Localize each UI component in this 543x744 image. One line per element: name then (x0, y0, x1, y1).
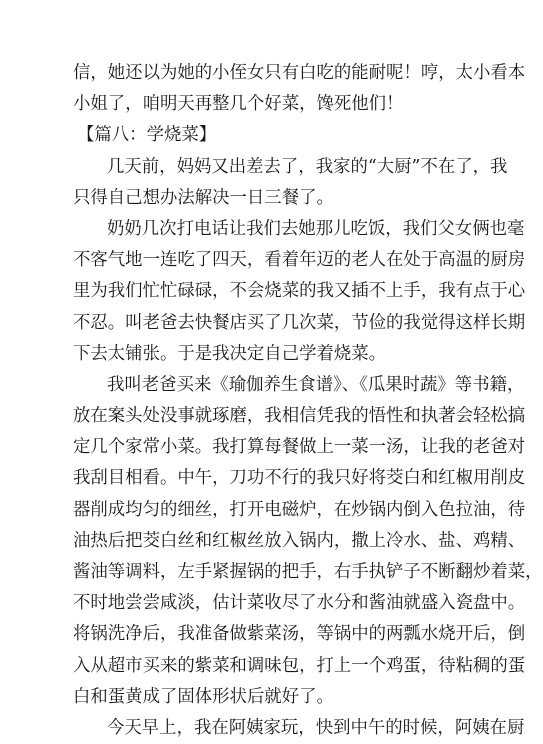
paragraph-line: 不客气地一连吃了四天，看着年迈的老人在处于高温的厨房 (73, 250, 526, 271)
paragraph-line: 油热后把茭白丝和红椒丝放入锅内，撒上冷水、盐、鸡精、 (73, 530, 526, 551)
paragraph-line: 放在案头处没事就琢磨，我相信凭我的悟性和执著会轻松搞 (73, 406, 526, 427)
paragraph-line: 信，她还以为她的小侄女只有白吃的能耐呢！哼，太小看本 (73, 63, 526, 83)
paragraph-line: 将锅洗净后，我准备做紫菜汤，等锅中的两瓢水烧开后，倒 (73, 624, 526, 645)
paragraph-line: 定几个家常小菜。我打算每餐做上一菜一汤，让我的老爸对 (73, 437, 526, 458)
paragraph-line: 白和蛋黄成了固体形状后就好了。 (73, 686, 334, 707)
paragraph-line: 奶奶几次打电话让我们去她那儿吃饭，我们父女俩也毫 (107, 218, 525, 239)
paragraph-line: 不时地尝尝咸淡，估计菜收尽了水分和酱油就盛入瓷盘中。 (73, 593, 526, 614)
paragraph-line: 我叫老爸买来《瑜伽养生食谱》、《瓜果时蔬》等书籍， (107, 374, 525, 395)
paragraph-line: 里为我们忙忙碌碌，不会烧菜的我又插不上手，我有点于心 (73, 281, 526, 302)
paragraph-line: 不忍。叫老爸去快餐店买了几次菜，节俭的我觉得这样长期 (73, 312, 526, 333)
paragraph-line: 酱油等调料，左手紧握锅的把手，右手执铲子不断翻炒着菜， (73, 562, 543, 582)
paragraph-line: 下去太铺张。于是我决定自己学着烧菜。 (73, 343, 387, 364)
paragraph-line: 我刮目相看。中午，刀功不行的我只好将茭白和红椒用削皮 (73, 468, 526, 489)
paragraph-line: 几天前，妈妈又出差去了，我家的“大厨”不在了，我 (107, 156, 508, 177)
paragraph-line: 入从超市买来的紫菜和调味包，打上一个鸡蛋，待粘稠的蛋 (73, 655, 526, 676)
paragraph-line: 今天早上，我在阿姨家玩，快到中午的时候，阿姨在厨 (107, 717, 525, 738)
paragraph-line: 器削成均匀的细丝，打开电磁炉，在炒锅内倒入色拉油，待 (73, 499, 526, 520)
section-heading: 【篇八：学烧菜】 (77, 125, 217, 146)
paragraph-line: 只得自己想办法解决一日三餐了。 (73, 187, 334, 208)
paragraph-line: 小姐了，咱明天再整几个好菜，馋死他们！ (73, 94, 404, 115)
